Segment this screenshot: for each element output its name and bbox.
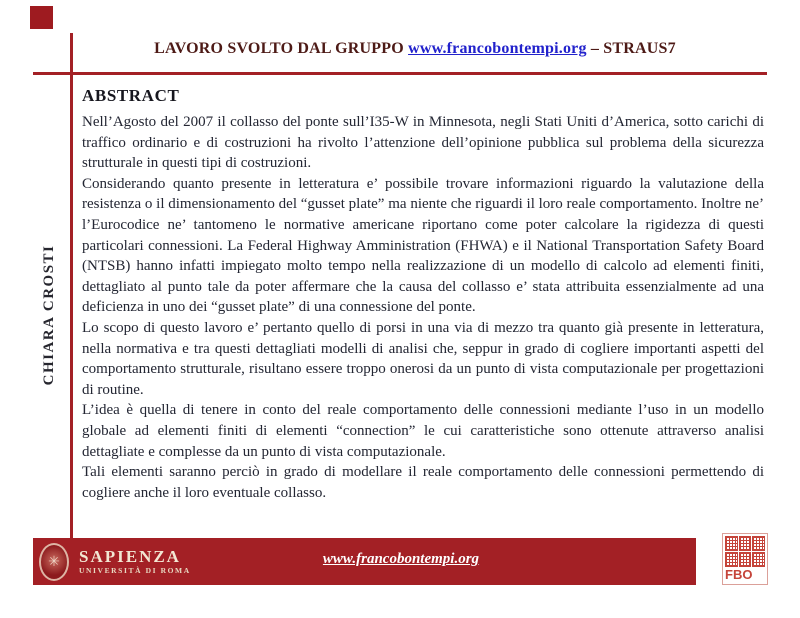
abstract-paragraph: Nell’Agosto del 2007 il collasso del ponte sull’I35-W in Minnesota, negli Stati Uniti d’America, sotto carichi di traffico ordinario e di costruzioni ha rivolto l’attenzione dell’opinione pubblica sul problema della sicurezza strutturale in questi tipi di costruzioni. — [82, 114, 764, 172]
abstract-paragraph: Considerando quanto presente in letteratura e’ possibile trovare informazioni riguardo la valutazione della resistenza o il dimensionamento del “gusset plate” ma niente che riguardi il loro reale comportamento. Inoltre ne’ l’Eurocodice ne’ tantomeno le normative americane riportano come poter calcolare la rigidezza di questi particolari connessioni. La Federal Highway Amministration (FHWA) e il National Transportation Safety Board (NTSB) hanno infatti impiegato molto tempo nella realizzazione di un modello di calcolo ad elementi finiti, dettagliato al punto tale da poter affermare che la causa del collasso e’ stata attribuita essenzialmente ad una deficienza in uno dei “gusset plate” di una connessione del ponte. — [82, 175, 764, 316]
author-name-vertical: CHIARA CROSTI — [41, 244, 57, 386]
header-rule — [33, 72, 767, 75]
vertical-rule — [70, 33, 73, 538]
seal-glyph: ✳ — [48, 553, 60, 570]
stamp-seal-pattern-icon — [725, 536, 765, 567]
university-name: SAPIENZA — [79, 547, 181, 567]
university-subtitle: UNIVERSITÀ DI ROMA — [79, 566, 191, 576]
header-title-prefix: LAVORO SVOLTO DAL GRUPPO — [154, 40, 404, 57]
footer-link-wrapper — [33, 551, 769, 568]
abstract-heading: ABSTRACT — [82, 86, 180, 105]
corner-square-decoration — [30, 6, 53, 29]
abstract-paragraph: L’idea è quella di tenere in conto del reale comportamento delle connessioni mediante l’uso in un modello globale ad elementi finiti di elementi “connection” le cui caratteristiche sono ottenute attraverso analisi dettagliate e complesse da un punto di vista computazionale. — [82, 402, 764, 460]
header-title-suffix: – STRAUS7 — [590, 40, 676, 57]
footer-link[interactable]: www.francobontempi.org — [322, 551, 480, 567]
abstract-paragraph: Tali elementi saranno perciò in grado di modellare il reale comportamento delle connessioni permettendo di cogliere anche il loro eventuale collasso. — [82, 464, 764, 501]
fbo-stamp-logo — [722, 533, 768, 585]
footer-bar — [33, 538, 696, 585]
abstract-paragraph: Lo scopo di questo lavoro e’ pertanto quello di porsi in una via di mezzo tra quanto già presente in letteratura, nella normativa e tra questi dettagliati modelli di analisi che, seppur in grado di cogliere importanti aspetti del comportamento strutturale, risultano essere troppo onerosi da un punto di vista computazionale per progettazioni di routine. — [82, 319, 764, 398]
abstract-body — [82, 112, 764, 503]
header-link[interactable]: www.francobontempi.org — [408, 40, 587, 57]
slide-header — [40, 40, 790, 58]
stamp-text: FBO — [725, 567, 753, 582]
